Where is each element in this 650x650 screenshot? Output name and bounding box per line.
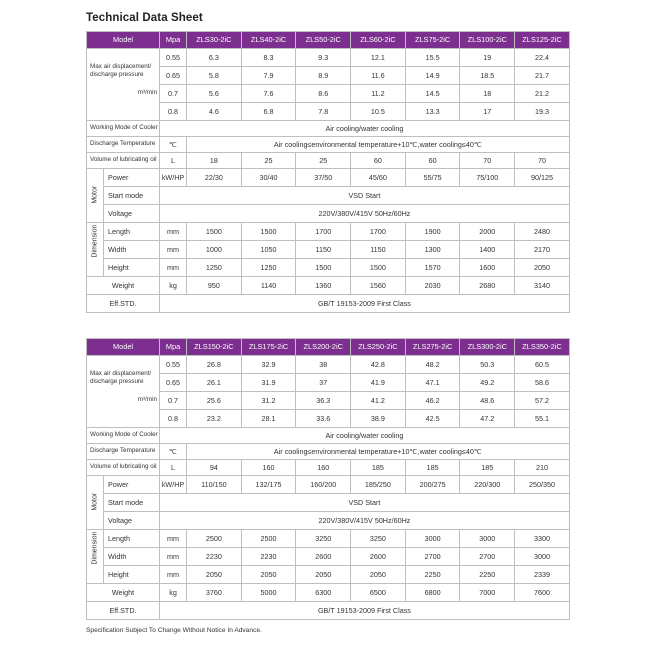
dimension-value: 2600 xyxy=(351,548,406,566)
weight-value: 7600 xyxy=(515,584,570,602)
air-unit-label: m³/min xyxy=(137,89,158,97)
dimension-value: 1500 xyxy=(187,223,242,241)
air-value: 13.3 xyxy=(405,103,460,121)
air-value: 41.2 xyxy=(351,392,406,410)
pressure-value: 0.7 xyxy=(160,85,187,103)
motor-group-text: Motor xyxy=(91,492,99,511)
weight-value: 7000 xyxy=(460,584,515,602)
motor-voltage-value: 220V/380V/415V 50Hz/60Hz xyxy=(160,205,570,223)
header-model-name: ZLS100-2iC xyxy=(460,32,515,49)
power-value: 200/275 xyxy=(405,476,460,494)
dimension-value: 1700 xyxy=(296,223,351,241)
air-value: 21.2 xyxy=(515,85,570,103)
air-label-line1: Max air displacement/ xyxy=(90,63,152,71)
power-value: 220/300 xyxy=(460,476,515,494)
air-value: 60.5 xyxy=(515,356,570,374)
air-value: 41.9 xyxy=(351,374,406,392)
dimension-value: 2500 xyxy=(187,530,242,548)
header-model-name: ZLS125-2iC xyxy=(515,32,570,49)
oil-value: 70 xyxy=(515,153,570,169)
oil-value: 18 xyxy=(187,153,242,169)
dimension-value: 1250 xyxy=(241,259,296,277)
dimension-value: 1050 xyxy=(241,241,296,259)
weight-value: 2680 xyxy=(460,277,515,295)
dimension-value: 2230 xyxy=(187,548,242,566)
air-value: 8.9 xyxy=(296,67,351,85)
oil-value: 94 xyxy=(187,460,242,476)
air-value: 12.1 xyxy=(351,49,406,67)
air-value: 26.8 xyxy=(187,356,242,374)
air-value: 57.2 xyxy=(515,392,570,410)
oil-value: 60 xyxy=(405,153,460,169)
motor-group-label xyxy=(87,476,104,530)
air-value: 18 xyxy=(460,85,515,103)
oil-label: Volume of lubricating oil xyxy=(87,153,160,169)
dimension-unit: mm xyxy=(160,566,187,584)
temperature-value: Air cooling≤environmental temperature+10℃,water cooling≤40℃ xyxy=(187,137,570,153)
weight-value: 2030 xyxy=(405,277,460,295)
dimension-value: 1250 xyxy=(187,259,242,277)
header-model-name: ZLS50-2iC xyxy=(296,32,351,49)
weight-value: 6800 xyxy=(405,584,460,602)
power-value: 185/250 xyxy=(351,476,406,494)
air-value: 31.2 xyxy=(241,392,296,410)
air-value: 8.6 xyxy=(296,85,351,103)
air-value: 22.4 xyxy=(515,49,570,67)
air-value: 18.5 xyxy=(460,67,515,85)
dimension-length-row xyxy=(87,530,570,548)
dimension-value: 1400 xyxy=(460,241,515,259)
air-value: 47.1 xyxy=(405,374,460,392)
header-model-name: ZLS250-2iC xyxy=(351,339,406,356)
dimension-value: 2700 xyxy=(460,548,515,566)
oil-value: 185 xyxy=(351,460,406,476)
air-value: 42.5 xyxy=(405,410,460,428)
oil-value: 185 xyxy=(460,460,515,476)
dimension-group-text: Dimension xyxy=(91,531,99,565)
cooler-value: Air cooling/water cooling xyxy=(160,121,570,137)
dimension-unit: mm xyxy=(160,530,187,548)
air-value: 58.6 xyxy=(515,374,570,392)
oil-value: 210 xyxy=(515,460,570,476)
weight-value: 3760 xyxy=(187,584,242,602)
dimension-value: 2250 xyxy=(460,566,515,584)
weight-unit: kg xyxy=(160,584,187,602)
dimension-unit: mm xyxy=(160,259,187,277)
oil-value: 185 xyxy=(405,460,460,476)
dimension-value: 3000 xyxy=(405,530,460,548)
weight-value: 1360 xyxy=(296,277,351,295)
eff-value: GB/T 19153-2009 First Class xyxy=(160,602,570,620)
header-row xyxy=(87,32,570,49)
air-value: 11.2 xyxy=(351,85,406,103)
motor-group-label xyxy=(87,169,104,223)
pressure-value: 0.65 xyxy=(160,374,187,392)
temperature-row xyxy=(87,137,570,153)
motor-group-text: Motor xyxy=(91,185,99,204)
weight-value: 5000 xyxy=(241,584,296,602)
dimension-value: 2050 xyxy=(515,259,570,277)
air-value: 50.3 xyxy=(460,356,515,374)
dimension-group-text: Dimension xyxy=(91,224,99,258)
power-unit: kW/HP xyxy=(160,169,187,187)
dimension-value: 3250 xyxy=(351,530,406,548)
motor-voltage-row xyxy=(87,512,570,530)
air-value: 25.6 xyxy=(187,392,242,410)
temperature-label: Discharge Temperature xyxy=(87,137,160,153)
pressure-value: 0.65 xyxy=(160,67,187,85)
dimension-value: 2230 xyxy=(241,548,296,566)
dimension-unit: mm xyxy=(160,223,187,241)
dimension-value: 3300 xyxy=(515,530,570,548)
temperature-value: Air cooling≤environmental temperature+10℃,water cooling≤40℃ xyxy=(187,444,570,460)
oil-row xyxy=(87,460,570,476)
air-value: 42.8 xyxy=(351,356,406,374)
dimension-value: 2050 xyxy=(187,566,242,584)
eff-row xyxy=(87,295,570,313)
motor-power-label: Power xyxy=(104,169,160,187)
pressure-value: 0.8 xyxy=(160,103,187,121)
dimension-value: 2050 xyxy=(351,566,406,584)
air-label-line2: discharge pressure xyxy=(90,70,144,78)
air-value: 37 xyxy=(296,374,351,392)
header-model-name: ZLS75-2iC xyxy=(405,32,460,49)
air-value: 6.8 xyxy=(241,103,296,121)
footnote: Specification Subject To Change Without Notice In Advance. xyxy=(86,627,262,634)
page-title: Technical Data Sheet xyxy=(86,12,203,24)
motor-start-row xyxy=(87,494,570,512)
motor-voltage-row xyxy=(87,205,570,223)
weight-row xyxy=(87,584,570,602)
cooler-row xyxy=(87,428,570,444)
header-model-name: ZLS300-2iC xyxy=(460,339,515,356)
cooler-value: Air cooling/water cooling xyxy=(160,428,570,444)
dimension-value: 2339 xyxy=(515,566,570,584)
air-value: 55.1 xyxy=(515,410,570,428)
air-row xyxy=(87,103,570,121)
air-value: 32.9 xyxy=(241,356,296,374)
dimension-width-label: Width xyxy=(104,241,160,259)
air-value: 36.3 xyxy=(296,392,351,410)
dimension-value: 1000 xyxy=(187,241,242,259)
temperature-unit: ℃ xyxy=(160,444,187,460)
header-model: Model xyxy=(87,32,160,49)
air-row xyxy=(87,85,570,103)
weight-value: 6500 xyxy=(351,584,406,602)
air-row xyxy=(87,392,570,410)
air-value: 9.3 xyxy=(296,49,351,67)
spec-table-2 xyxy=(86,338,570,620)
motor-power-row xyxy=(87,169,570,187)
air-label-line2: discharge pressure xyxy=(90,377,144,385)
eff-label: Eff.STD. xyxy=(87,602,160,620)
air-value: 14.9 xyxy=(405,67,460,85)
dimension-value: 1600 xyxy=(460,259,515,277)
air-value: 31.9 xyxy=(241,374,296,392)
dimension-value: 1700 xyxy=(351,223,406,241)
air-value: 28.1 xyxy=(241,410,296,428)
header-model-name: ZLS60-2iC xyxy=(351,32,406,49)
air-value: 47.2 xyxy=(460,410,515,428)
motor-voltage-label: Voltage xyxy=(104,205,160,223)
dimension-value: 1500 xyxy=(241,223,296,241)
power-value: 30/40 xyxy=(241,169,296,187)
weight-value: 6300 xyxy=(296,584,351,602)
header-unit: Mpa xyxy=(160,339,187,356)
power-value: 160/200 xyxy=(296,476,351,494)
motor-start-label: Start mode xyxy=(104,187,160,205)
power-value: 250/350 xyxy=(515,476,570,494)
oil-unit: L xyxy=(160,460,187,476)
air-displacement-label xyxy=(87,356,160,428)
motor-power-row xyxy=(87,476,570,494)
dimension-length-label: Length xyxy=(104,223,160,241)
dimension-unit: mm xyxy=(160,241,187,259)
power-value: 132/175 xyxy=(241,476,296,494)
air-value: 7.8 xyxy=(296,103,351,121)
dimension-value: 1150 xyxy=(351,241,406,259)
header-model-name: ZLS200-2iC xyxy=(296,339,351,356)
temperature-label: Discharge Temperature xyxy=(87,444,160,460)
pressure-value: 0.55 xyxy=(160,49,187,67)
air-row xyxy=(87,49,570,67)
air-row xyxy=(87,67,570,85)
power-value: 55/75 xyxy=(405,169,460,187)
air-row xyxy=(87,356,570,374)
header-model-name: ZLS30-2iC xyxy=(187,32,242,49)
weight-label: Weight xyxy=(87,584,160,602)
air-row xyxy=(87,410,570,428)
air-value: 38.9 xyxy=(351,410,406,428)
weight-value: 950 xyxy=(187,277,242,295)
oil-value: 25 xyxy=(296,153,351,169)
header-unit: Mpa xyxy=(160,32,187,49)
dimension-value: 2050 xyxy=(241,566,296,584)
dimension-value: 2050 xyxy=(296,566,351,584)
air-row xyxy=(87,374,570,392)
oil-value: 160 xyxy=(241,460,296,476)
air-value: 15.5 xyxy=(405,49,460,67)
dimension-height-row xyxy=(87,259,570,277)
power-value: 37/50 xyxy=(296,169,351,187)
dimension-unit: mm xyxy=(160,548,187,566)
dimension-value: 2500 xyxy=(241,530,296,548)
dimension-value: 2170 xyxy=(515,241,570,259)
air-value: 7.6 xyxy=(241,85,296,103)
air-value: 17 xyxy=(460,103,515,121)
air-value: 19 xyxy=(460,49,515,67)
weight-value: 3140 xyxy=(515,277,570,295)
air-value: 23.2 xyxy=(187,410,242,428)
air-value: 5.8 xyxy=(187,67,242,85)
cooler-row xyxy=(87,121,570,137)
air-value: 49.2 xyxy=(460,374,515,392)
dimension-value: 3000 xyxy=(460,530,515,548)
eff-value: GB/T 19153-2009 First Class xyxy=(160,295,570,313)
motor-start-row xyxy=(87,187,570,205)
dimension-length-label: Length xyxy=(104,530,160,548)
temperature-row xyxy=(87,444,570,460)
air-value: 19.3 xyxy=(515,103,570,121)
weight-row xyxy=(87,277,570,295)
eff-label: Eff.STD. xyxy=(87,295,160,313)
motor-start-value: VSD Start xyxy=(160,494,570,512)
air-value: 4.6 xyxy=(187,103,242,121)
header-model-name: ZLS275-2iC xyxy=(405,339,460,356)
header-model-name: ZLS150-2iC xyxy=(187,339,242,356)
oil-row xyxy=(87,153,570,169)
power-value: 90/125 xyxy=(515,169,570,187)
dimension-value: 1900 xyxy=(405,223,460,241)
dimension-group-label xyxy=(87,530,104,584)
motor-voltage-value: 220V/380V/415V 50Hz/60Hz xyxy=(160,512,570,530)
dimension-value: 2600 xyxy=(296,548,351,566)
air-value: 14.5 xyxy=(405,85,460,103)
pressure-value: 0.55 xyxy=(160,356,187,374)
air-value: 5.6 xyxy=(187,85,242,103)
oil-value: 70 xyxy=(460,153,515,169)
motor-power-label: Power xyxy=(104,476,160,494)
air-value: 48.2 xyxy=(405,356,460,374)
header-model-name: ZLS350-2iC xyxy=(515,339,570,356)
pressure-value: 0.8 xyxy=(160,410,187,428)
spec-table-1 xyxy=(86,31,570,313)
dimension-value: 1570 xyxy=(405,259,460,277)
dimension-value: 3000 xyxy=(515,548,570,566)
dimension-height-row xyxy=(87,566,570,584)
dimension-value: 1300 xyxy=(405,241,460,259)
motor-start-value: VSD Start xyxy=(160,187,570,205)
air-value: 46.2 xyxy=(405,392,460,410)
dimension-value: 1500 xyxy=(351,259,406,277)
air-value: 33.6 xyxy=(296,410,351,428)
oil-label: Volume of lubricating oil xyxy=(87,460,160,476)
motor-start-label: Start mode xyxy=(104,494,160,512)
oil-value: 60 xyxy=(351,153,406,169)
air-value: 10.5 xyxy=(351,103,406,121)
eff-row xyxy=(87,602,570,620)
oil-value: 25 xyxy=(241,153,296,169)
dimension-value: 3250 xyxy=(296,530,351,548)
air-value: 21.7 xyxy=(515,67,570,85)
oil-unit: L xyxy=(160,153,187,169)
power-value: 22/30 xyxy=(187,169,242,187)
temperature-unit: ℃ xyxy=(160,137,187,153)
dimension-value: 1150 xyxy=(296,241,351,259)
dimension-height-label: Height xyxy=(104,566,160,584)
dimension-width-row xyxy=(87,241,570,259)
dimension-height-label: Height xyxy=(104,259,160,277)
air-value: 26.1 xyxy=(187,374,242,392)
dimension-length-row xyxy=(87,223,570,241)
dimension-width-row xyxy=(87,548,570,566)
air-label-line1: Max air displacement/ xyxy=(90,370,152,378)
power-value: 45/60 xyxy=(351,169,406,187)
weight-value: 1140 xyxy=(241,277,296,295)
motor-voltage-label: Voltage xyxy=(104,512,160,530)
power-value: 75/100 xyxy=(460,169,515,187)
air-unit-label: m³/min xyxy=(137,396,158,404)
power-unit: kW/HP xyxy=(160,476,187,494)
air-value: 7.9 xyxy=(241,67,296,85)
air-value: 11.6 xyxy=(351,67,406,85)
cooler-label: Working Mode of Cooler xyxy=(87,428,160,444)
dimension-value: 2000 xyxy=(460,223,515,241)
header-model-name: ZLS175-2iC xyxy=(241,339,296,356)
dimension-group-label xyxy=(87,223,104,277)
dimension-value: 2250 xyxy=(405,566,460,584)
pressure-value: 0.7 xyxy=(160,392,187,410)
dimension-value: 2480 xyxy=(515,223,570,241)
air-displacement-label xyxy=(87,49,160,121)
header-model-name: ZLS40-2iC xyxy=(241,32,296,49)
air-value: 8.3 xyxy=(241,49,296,67)
dimension-value: 2700 xyxy=(405,548,460,566)
weight-label: Weight xyxy=(87,277,160,295)
air-value: 6.3 xyxy=(187,49,242,67)
power-value: 110/150 xyxy=(187,476,242,494)
weight-value: 1560 xyxy=(351,277,406,295)
weight-unit: kg xyxy=(160,277,187,295)
dimension-value: 1500 xyxy=(296,259,351,277)
air-value: 38 xyxy=(296,356,351,374)
oil-value: 160 xyxy=(296,460,351,476)
dimension-width-label: Width xyxy=(104,548,160,566)
header-row xyxy=(87,339,570,356)
header-model: Model xyxy=(87,339,160,356)
air-value: 48.6 xyxy=(460,392,515,410)
cooler-label: Working Mode of Cooler xyxy=(87,121,160,137)
